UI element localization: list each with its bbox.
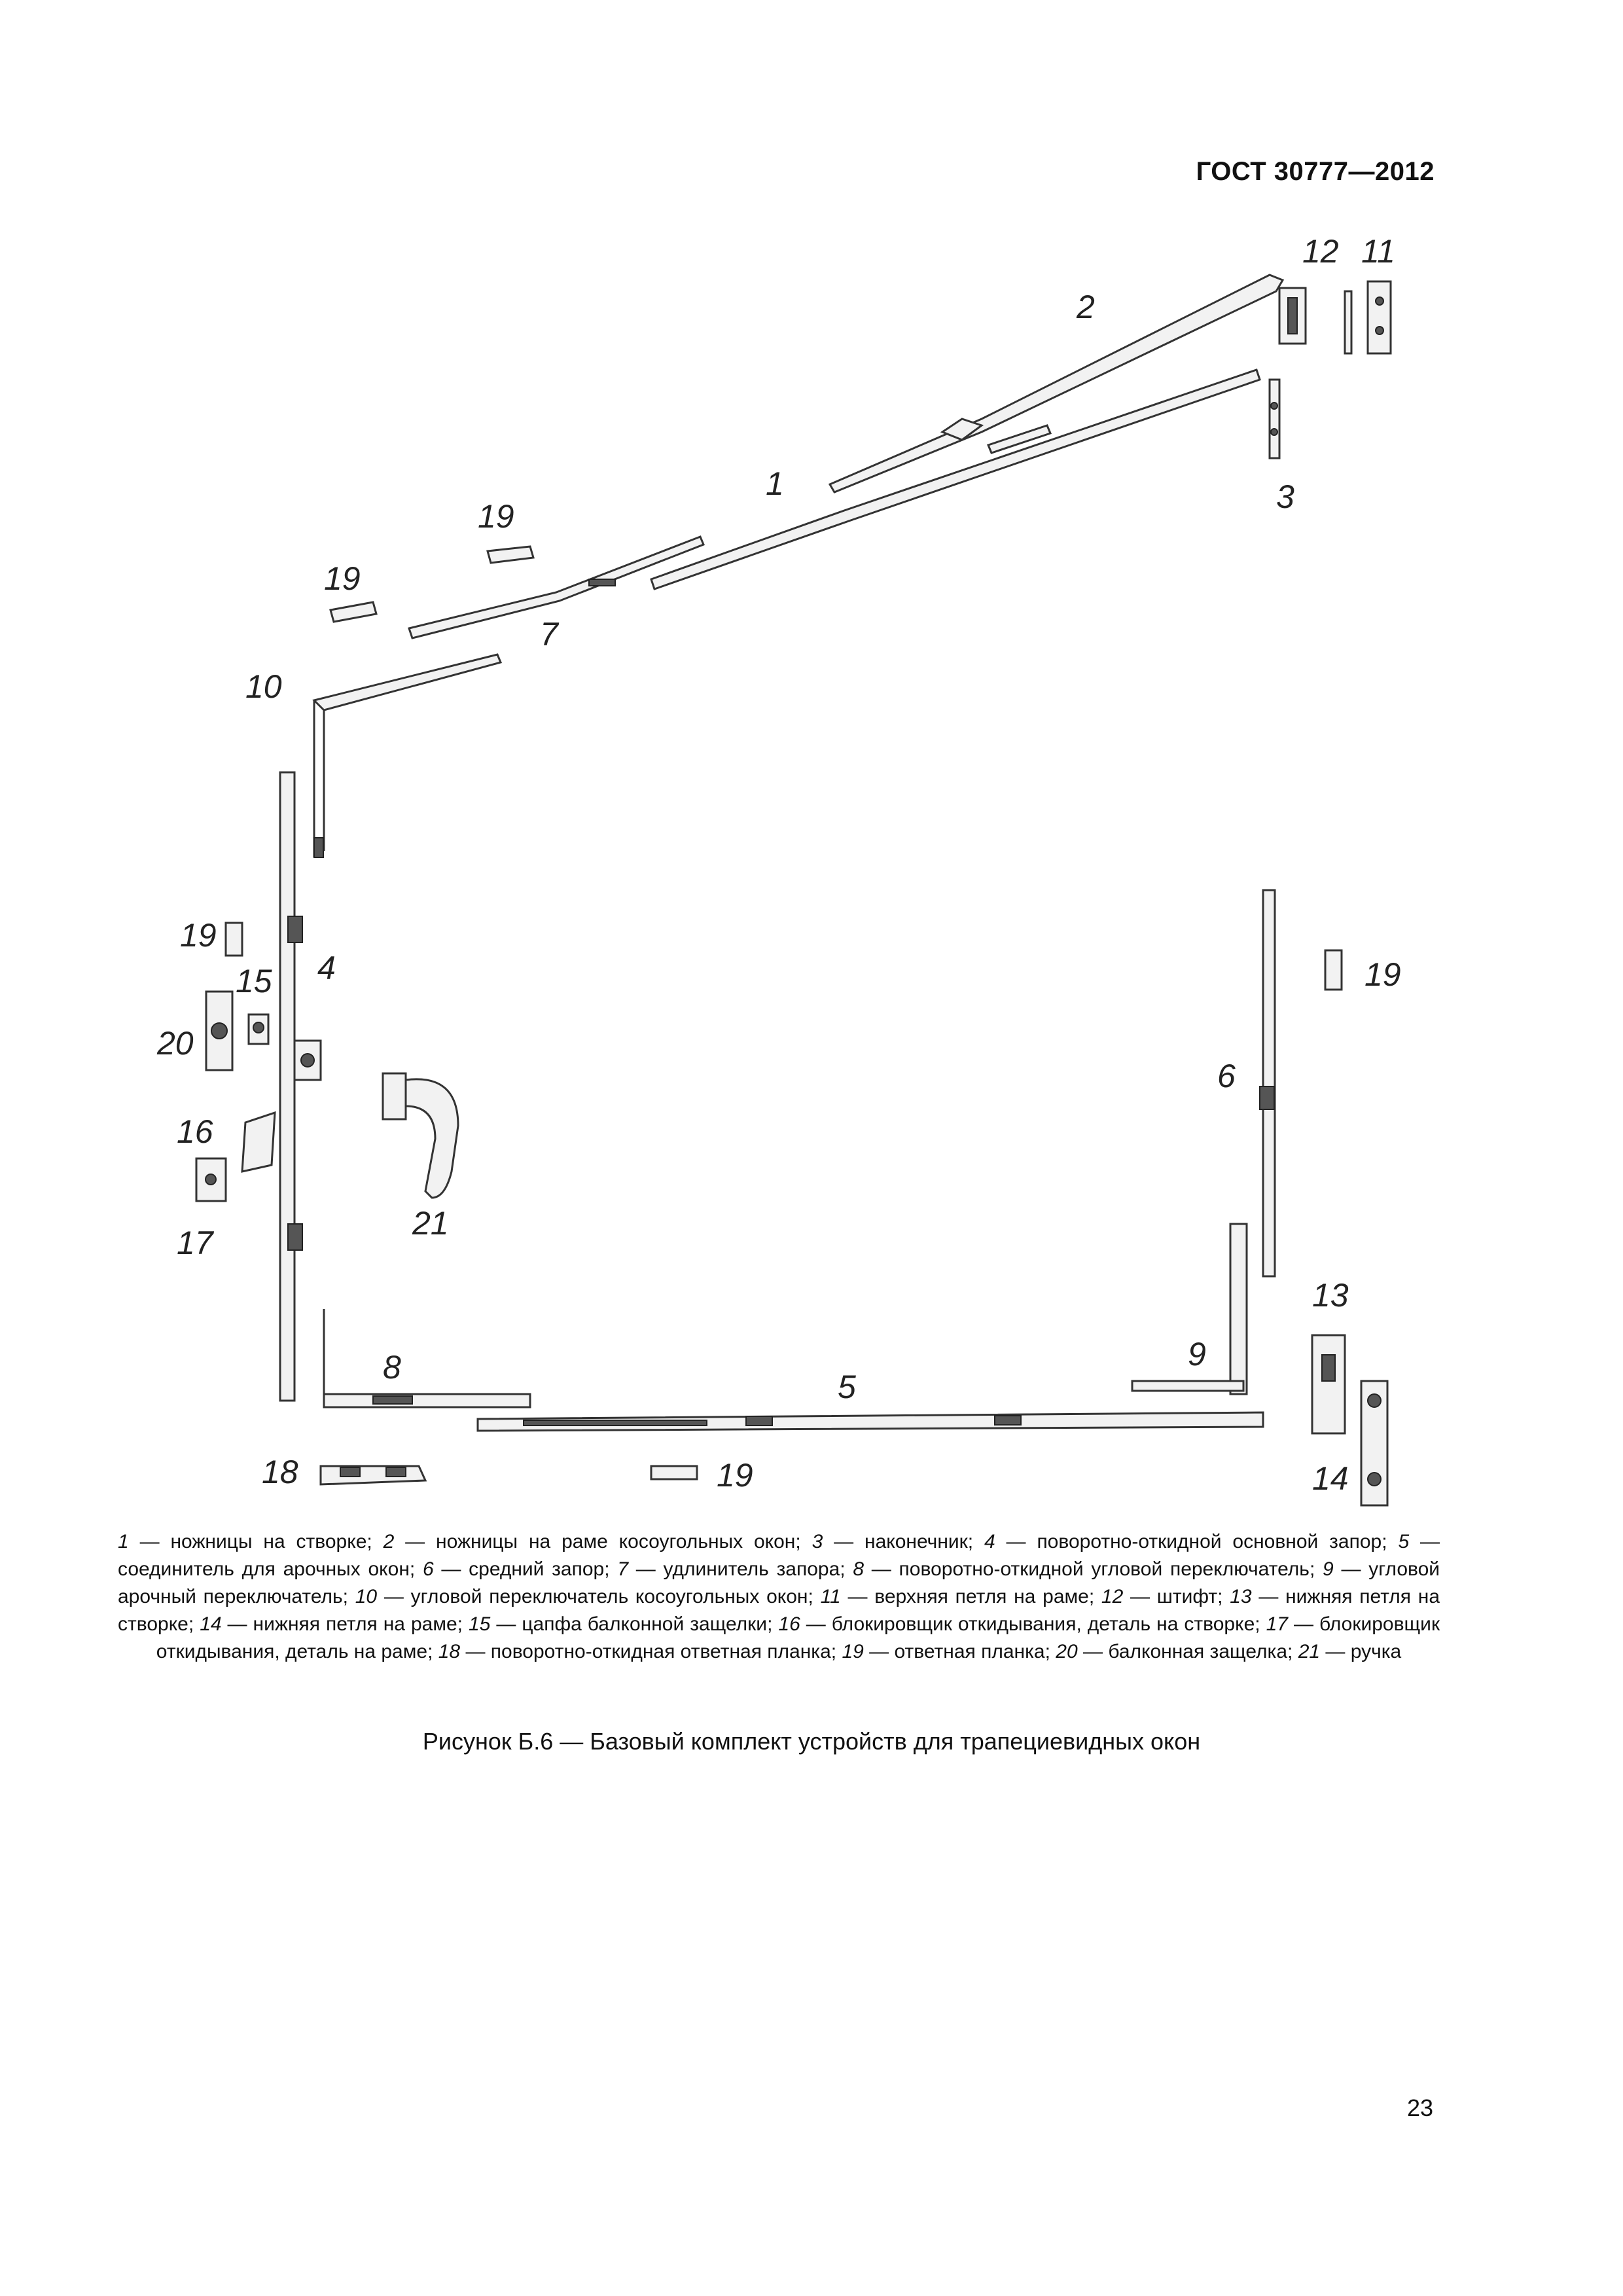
legend-item-number: 15	[468, 1613, 491, 1635]
legend-item-number: 3	[812, 1531, 823, 1552]
legend-item-number: 14	[200, 1613, 222, 1635]
part-label: 4	[317, 950, 336, 986]
part-17-tilt-block-frame	[196, 1158, 226, 1201]
legend-item-number: 13	[1230, 1586, 1252, 1607]
legend-item: 17 — блокировщик откидывания, деталь на раме;	[156, 1613, 1440, 1662]
legend-item-number: 10	[355, 1586, 378, 1607]
legend-item-text: поворотно-откидной угловой переключатель	[899, 1558, 1310, 1580]
part-20-balcony-latch	[206, 992, 232, 1070]
part-label: 19	[717, 1457, 753, 1494]
legend-item-number: 9	[1323, 1558, 1334, 1580]
part-4-main-lock	[280, 772, 321, 1401]
figure-legend	[118, 1528, 1440, 1666]
part-label: 19	[180, 917, 217, 954]
part-label: 7	[540, 616, 558, 653]
part-19-striker-a	[488, 547, 533, 563]
legend-item-text: угловой переключатель косоугольных окон	[410, 1586, 808, 1607]
part-label: 13	[1312, 1277, 1349, 1314]
legend-item: 21 — ручка	[1298, 1641, 1402, 1662]
part-label: 19	[1364, 956, 1401, 993]
part-5-connector	[478, 1412, 1263, 1431]
legend-item: 13 — нижняя петля на створке;	[118, 1586, 1440, 1635]
legend-item-number: 8	[853, 1558, 865, 1580]
part-19-striker-c	[226, 923, 242, 956]
legend-item-text: средний запор	[469, 1558, 605, 1580]
part-12-pin	[1279, 288, 1306, 344]
part-label: 3	[1276, 478, 1294, 515]
legend-item-number: 12	[1101, 1586, 1124, 1607]
legend-item-text: соединитель для арочных окон	[118, 1558, 410, 1580]
legend-item: 10 — угловой переключатель косоугольных окон;	[355, 1586, 821, 1607]
legend-item-number: 17	[1266, 1613, 1288, 1635]
legend-item: 20 — балконная защелка;	[1056, 1641, 1298, 1662]
legend-item-text: блокировщик откидывания, деталь на створке	[831, 1613, 1255, 1635]
page-number: 23	[1406, 2094, 1433, 2121]
legend-item: 1 — ножницы на створке;	[118, 1531, 383, 1552]
part-label: 19	[478, 498, 514, 535]
part-label: 10	[245, 668, 282, 705]
legend-item: 11 — верхняя петля на раме;	[820, 1586, 1101, 1607]
legend-item-number: 7	[617, 1558, 628, 1580]
part-label: 14	[1312, 1460, 1349, 1497]
legend-item-number: 11	[820, 1586, 841, 1607]
legend-item-number: 5	[1398, 1531, 1410, 1552]
legend-item: 6 — средний запор;	[422, 1558, 618, 1580]
legend-item-number: 16	[778, 1613, 800, 1635]
part-label: 21	[412, 1205, 449, 1242]
legend-item-text: ножницы на раме косоугольных окон	[436, 1531, 796, 1552]
legend-item-text: поворотно-откидная ответная планка	[490, 1641, 831, 1662]
legend-item-text: ручка	[1350, 1641, 1402, 1662]
part-label: 6	[1217, 1058, 1236, 1094]
legend-item-text: ножницы на створке	[170, 1531, 367, 1552]
legend-item-text: нижняя петля на створке	[118, 1586, 1440, 1635]
legend-item-number: 19	[842, 1641, 864, 1662]
figure-caption: Рисунок Б.6 — Базовый комплект устройств для трапециевидных окон	[422, 1728, 1201, 1755]
legend-item: 19 — ответная планка;	[842, 1641, 1056, 1662]
legend-item-text: блокировщик откидывания, деталь на раме	[156, 1613, 1440, 1662]
legend-item-number: 4	[984, 1531, 995, 1552]
legend-item: 8 — поворотно-откидной угловой переключатель;	[853, 1558, 1323, 1580]
legend-item-number: 1	[118, 1531, 129, 1552]
legend-item-text: нижняя петля на раме	[253, 1613, 457, 1635]
part-13-bottom-sash-hinge	[1312, 1335, 1345, 1433]
part-18-striker	[321, 1466, 425, 1484]
part-label: 1	[766, 465, 784, 502]
legend-item: 12 — штифт;	[1101, 1586, 1230, 1607]
legend-item-text: наконечник	[865, 1531, 968, 1552]
part-19-striker-e	[651, 1466, 697, 1479]
part-8-corner-switch	[324, 1309, 530, 1407]
legend-item: 14 — нижняя петля на раме;	[200, 1613, 469, 1635]
legend-item: 9 — угловой арочный переключатель;	[118, 1558, 1440, 1607]
part-19-striker-d	[1325, 950, 1342, 990]
legend-item-number: 20	[1056, 1641, 1078, 1662]
legend-item: 7 — удлинитель запора;	[617, 1558, 853, 1580]
legend-item: 15 — цапфа балконной защелки;	[468, 1613, 779, 1635]
legend-item-text: ответная планка	[894, 1641, 1045, 1662]
legend-item-text: угловой арочный переключатель	[118, 1558, 1440, 1607]
part-15-latch-trunnion	[249, 1014, 268, 1044]
part-label: 17	[177, 1225, 213, 1261]
part-16-tilt-block-sash	[242, 1113, 275, 1172]
legend-item: 5 — соединитель для арочных окон;	[118, 1531, 1440, 1580]
legend-item-number: 2	[383, 1531, 395, 1552]
part-label: 18	[262, 1454, 298, 1490]
part-label: 19	[324, 560, 361, 597]
document-header: ГОСТ 30777—2012	[1196, 157, 1435, 186]
part-label: 8	[383, 1349, 401, 1386]
part-label: 16	[177, 1113, 213, 1150]
part-label: 20	[157, 1025, 194, 1062]
legend-item: 18 — поворотно-откидная ответная планка;	[438, 1641, 842, 1662]
part-19-striker-b	[330, 602, 376, 622]
part-label: 5	[838, 1369, 856, 1405]
legend-item-text: цапфа балконной защелки	[522, 1613, 768, 1635]
legend-item: 16 — блокировщик откидывания, деталь на створке;	[778, 1613, 1266, 1635]
part-3-end-piece	[1270, 380, 1279, 458]
part-label: 11	[1361, 233, 1395, 270]
part-21-handle	[383, 1073, 458, 1198]
legend-item-number: 18	[438, 1641, 461, 1662]
legend-item-text: поворотно-откидной основной запор	[1037, 1531, 1382, 1552]
legend-item-text: удлинитель запора	[663, 1558, 840, 1580]
part-11-top-hinge	[1345, 281, 1391, 353]
part-1-sash-scissors	[651, 370, 1260, 589]
part-14-bottom-frame-hinge	[1361, 1381, 1387, 1505]
legend-item: 3 — наконечник;	[812, 1531, 984, 1552]
legend-item: 4 — поворотно-откидной основной запор;	[984, 1531, 1399, 1552]
legend-item-text: балконная защелка	[1108, 1641, 1288, 1662]
legend-item-text: верхняя петля на раме	[874, 1586, 1089, 1607]
part-6-middle-lock	[1260, 890, 1275, 1276]
legend-item-text: штифт	[1156, 1586, 1218, 1607]
part-label: 9	[1188, 1336, 1206, 1372]
part-label: 2	[1077, 289, 1095, 325]
legend-item: 2 — ножницы на раме косоугольных окон;	[383, 1531, 812, 1552]
part-10-corner-switch	[314, 655, 501, 857]
part-label: 15	[236, 963, 272, 999]
legend-item-number: 6	[422, 1558, 434, 1580]
legend-item-number: 21	[1298, 1641, 1321, 1662]
part-label: 12	[1302, 233, 1339, 270]
